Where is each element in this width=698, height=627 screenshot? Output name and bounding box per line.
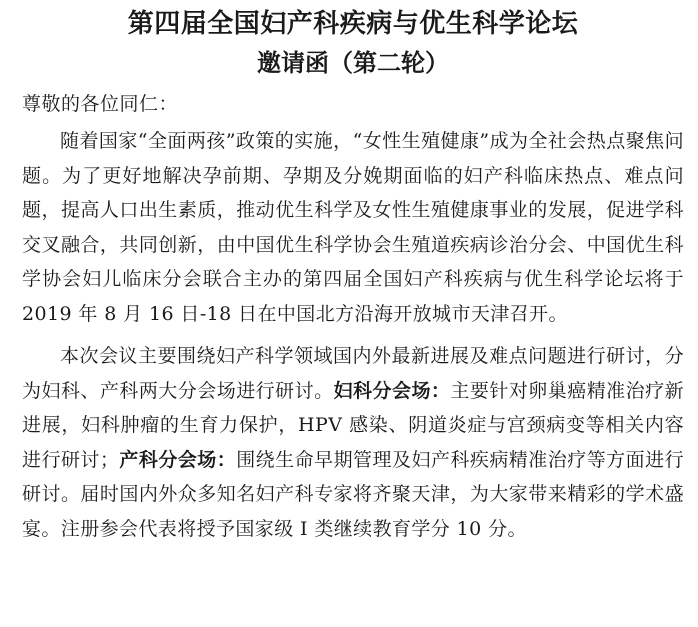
- gynecology-session-text: 主要针对卵巢癌精准治疗新进展，妇科肿瘤的生育力保护，HPV 感染、阴道炎症与宫颈病变等相关内容进行研讨；: [22, 379, 684, 471]
- paragraph-background: 随着国家“全面两孩”政策的实施，“女性生殖健康”成为全社会热点聚焦问题。为了更好地解决孕前期、孕期及分娩期面临的妇产科临床热点、难点问题，提高人口出生素质，推动优生科学及女性生殖健康事业的发展，促进学科交叉融合，共同创新，由中国优生科学协会生殖道疾病诊治分会、中国优生科学协会妇儿临床分会联合主办的第四届全国妇产科疾病与优生科学论坛将于 2019 年 8 月 16 日-18 日在中国北方沿海开放城市天津召开。: [22, 130, 684, 325]
- gynecology-session-label: 妇科分会场：: [333, 379, 451, 402]
- obstetrics-session-label: 产科分会场：: [119, 448, 237, 471]
- obstetrics-session-text: 围绕生命早期管理及妇产科疾病精准治疗等方面进行研讨。届时国内外众多知名妇产科专家将齐聚天津，为大家带来精彩的学术盛宴。注册参会代表将授予国家级 I 类继续教育学分 10 分。: [22, 448, 684, 540]
- salutation: 尊敬的各位同仁：: [22, 93, 179, 115]
- paragraph-sessions: [22, 339, 684, 546]
- sessions-intro: 本次会议主要围绕妇产科学领域国内外最新进展及难点问题进行研讨，分为妇科、产科两大分会场进行研讨。: [22, 345, 684, 402]
- document-subtitle: 邀请函（第二轮）: [257, 48, 449, 77]
- document-title: 第四届全国妇产科疾病与优生科学论坛: [127, 9, 579, 39]
